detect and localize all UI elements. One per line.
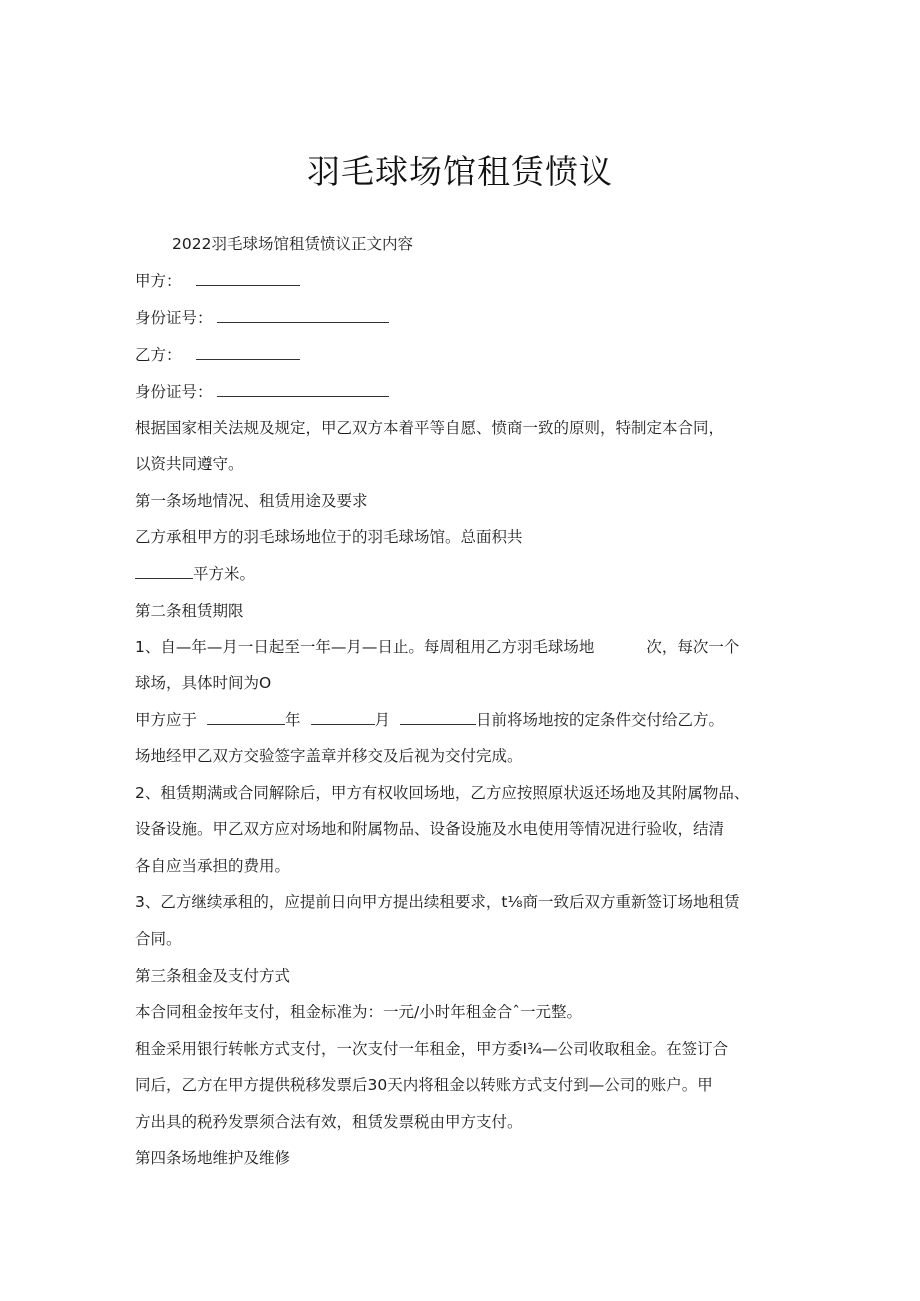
party-b-id-blank <box>217 395 389 397</box>
party-a-blank <box>196 284 300 286</box>
party-b-label: 乙方： <box>135 346 182 364</box>
party-b-row <box>135 343 795 365</box>
article-2-item-1-line-1 <box>135 635 795 657</box>
article-1-area-row <box>135 562 795 584</box>
party-a-row <box>135 269 795 291</box>
rental-period-text: 1、自—年—月一日起至一年—月—日止。每周租用乙方羽毛球场地 <box>135 638 595 656</box>
article-2-item-2-line-1: 2、租赁期满或合同解除后，甲方有权收回场地，乙方应按照原状返还场地及其附属物品、 <box>135 784 750 802</box>
article-1-text: 乙方承租甲方的羽毛球场地位于的羽毛球场馆。总面积共 <box>135 528 523 546</box>
document-title: 羽毛球场馆租赁愤议 <box>307 152 613 191</box>
handover-month-label: 月 <box>374 711 391 729</box>
article-2-item-2-line-3: 各自应当承担的费用。 <box>135 857 291 875</box>
article-3-payment-line-3: 方出具的税矜发票须合法有效，租赁发票税由甲方支付。 <box>135 1113 523 1131</box>
party-b-id-row <box>135 380 795 402</box>
article-3-payment-line-1: 租金采用银行转帐方式支付，一次支付一年租金，甲方委I¾—公司收取租金。在签订合 <box>135 1040 729 1058</box>
handover-year-blank <box>207 723 285 725</box>
article-3-heading: 第三条租金及支付方式 <box>135 967 291 985</box>
area-blank <box>135 577 193 579</box>
party-a-id-blank <box>217 321 389 323</box>
document-subtitle: 2022羽毛球场馆租赁愤议正文内容 <box>172 235 413 253</box>
party-b-blank <box>196 358 300 360</box>
handover-completion-text: 场地经甲乙双方交验签字盖章并移交及后视为交付完成。 <box>135 747 523 765</box>
handover-day-blank <box>400 723 476 725</box>
intro-line-1: 根据国家相关法规及规定，甲乙双方本着平等自愿、愤商一致的原则，特制定本合同， <box>135 419 725 437</box>
party-a-id-label: 身份证号： <box>135 309 213 327</box>
article-2-heading: 第二条租赁期限 <box>135 602 244 620</box>
times-per-week-text: 次，每次一个 <box>646 638 740 656</box>
article-3-rent-standard: 本合同租金按年支付，租金标准为：一元/小时年租金合ˆ一元整。 <box>135 1003 582 1021</box>
handover-conditions-text: 日前将场地按的定条件交付给乙方。 <box>476 711 725 729</box>
party-a-id-row <box>135 306 795 328</box>
intro-line-2: 以资共同遵守。 <box>135 455 244 473</box>
handover-date-row <box>135 708 795 730</box>
handover-year-label: 年 <box>285 711 301 729</box>
handover-month-blank <box>311 723 375 725</box>
article-2-item-3-line-2: 合同。 <box>135 930 182 948</box>
article-2-item-1-line-2: 球场，具体时间为O <box>135 674 272 692</box>
article-4-heading: 第四条场地维护及维修 <box>135 1149 291 1167</box>
party-a-label: 甲方： <box>135 272 182 290</box>
handover-label: 甲方应于 <box>135 711 198 729</box>
article-1-heading: 第一条场地情况、租赁用途及要求 <box>135 492 368 510</box>
area-unit: 平方米。 <box>193 565 256 583</box>
article-3-payment-line-2: 同后，乙方在甲方提供税移发票后30天内将租金以转账方式支付到—公司的账户。甲 <box>135 1076 713 1094</box>
party-b-id-label: 身份证号： <box>135 383 213 401</box>
article-2-item-3-line-1: 3、乙方继续承租的，应提前日向甲方提出续租要求，t⅛商一致后双方重新签订场地租赁 <box>135 893 740 911</box>
article-2-item-2-line-2: 设备设施。甲乙双方应对场地和附属物品、设备设施及水电使用等情况进行验收，结清 <box>135 820 725 838</box>
